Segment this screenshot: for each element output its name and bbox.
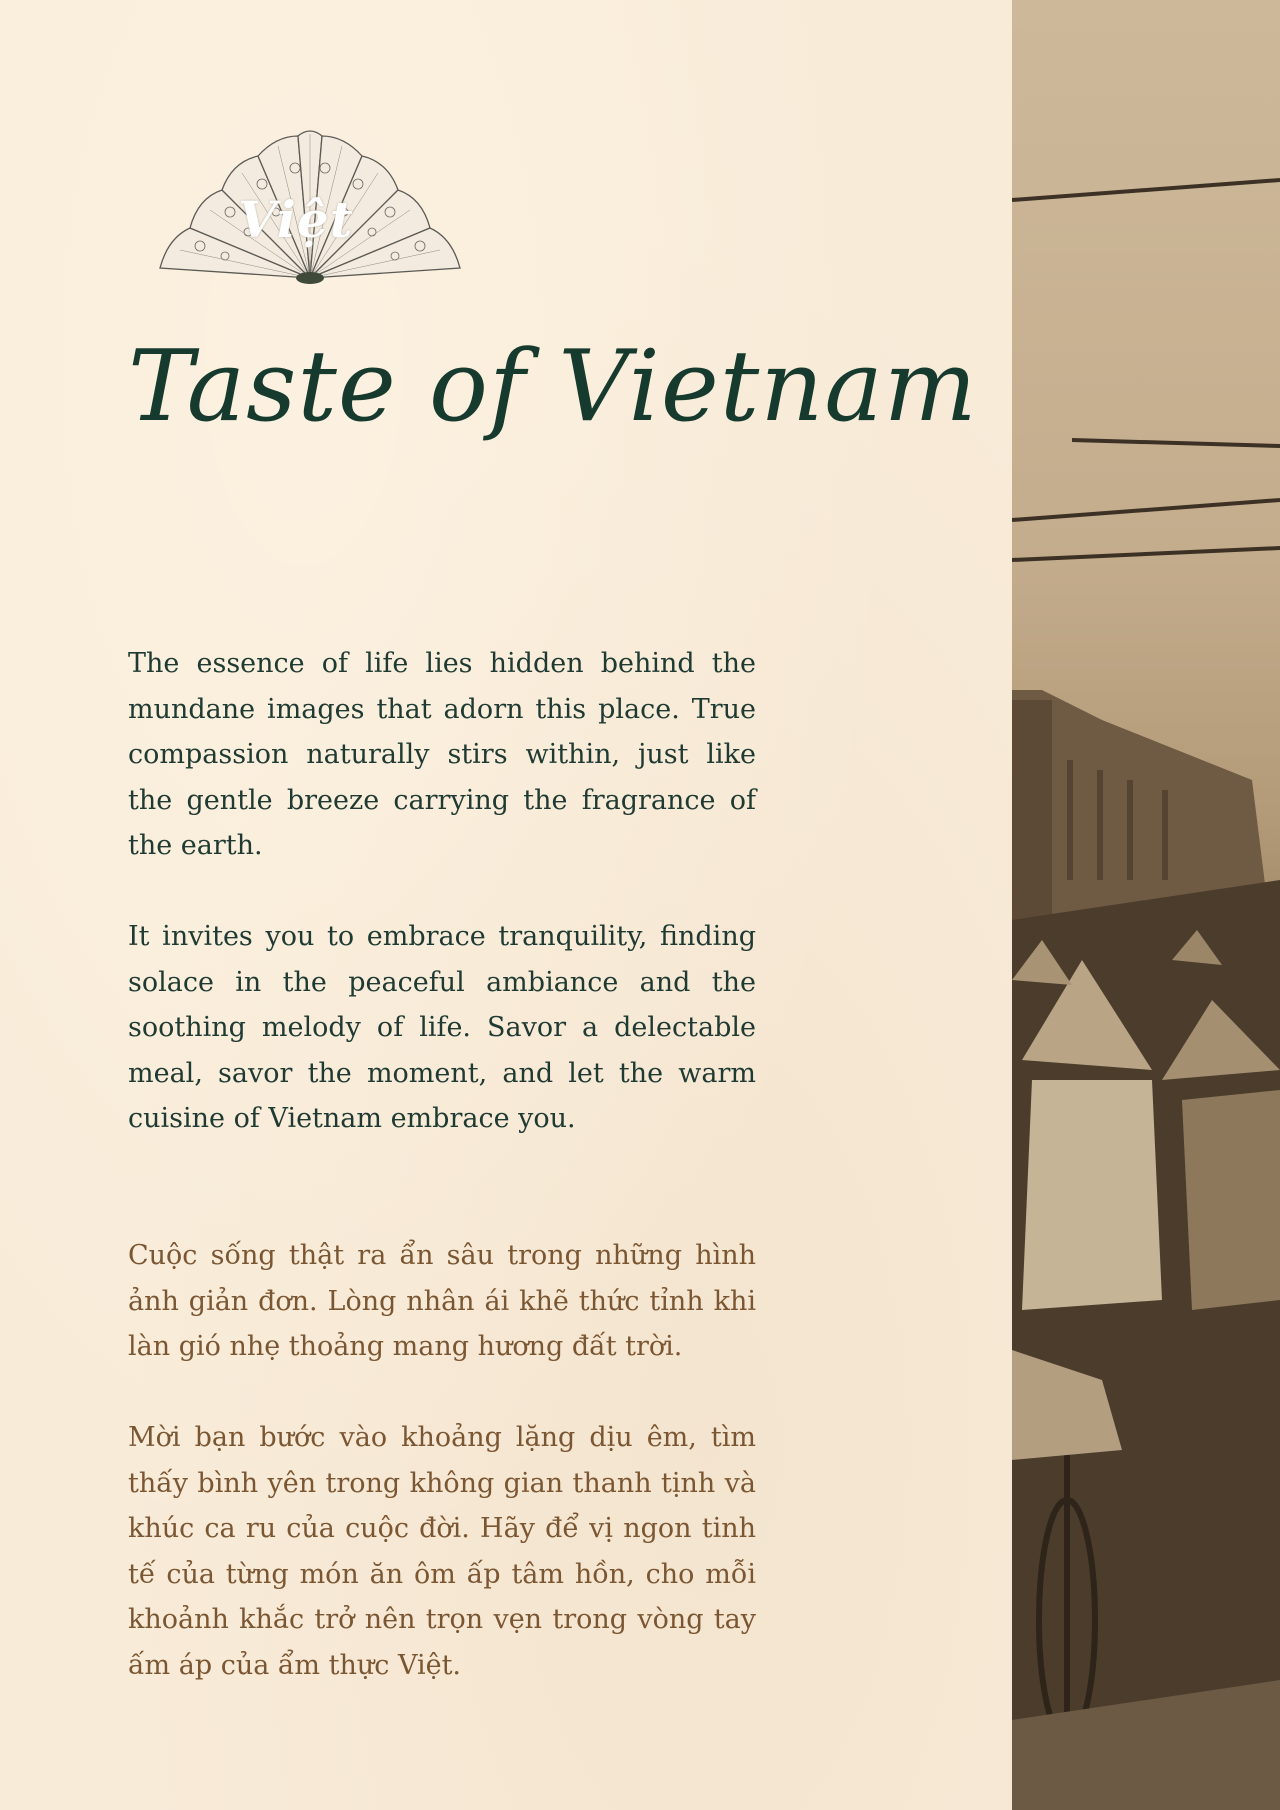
vietnamese-paragraph-2: Mời bạn bước vào khoảng lặng dịu êm, tìm thấy bình yên trong không gian thanh tịnh và khúc ca ru của cuộc đời. Hãy để vị ngon tinh tế của từng món ăn ôm ấp tâm hồn, cho mỗi khoảnh khắc trở nên trọn vẹn trong vòng tay ấm áp của ẩm thực Việt. xyxy=(128,1422,756,1681)
logo-word: Việt xyxy=(238,190,354,249)
sepia-street-photo xyxy=(1012,0,1280,1810)
vietnamese-paragraph-1: Cuộc sống thật ra ẩn sâu trong những hình ảnh giản đơn. Lòng nhân ái khẽ thức tỉnh khi làn gió nhẹ thoảng mang hương đất trời. xyxy=(128,1240,756,1363)
english-paragraph-1: The essence of life lies hidden behind the mundane images that adorn this place. True compassion naturally stirs within, just like the gentle breeze carrying the fragrance of the earth. xyxy=(128,648,756,862)
english-paragraph-2: It invites you to embrace tranquility, finding solace in the peaceful ambiance and the soothing melody of life. Savor a delectable meal, savor the moment, and let the warm cuisine of Vietnam embrace you. xyxy=(128,921,756,1135)
page-title: Taste of Vietnam xyxy=(128,330,978,444)
